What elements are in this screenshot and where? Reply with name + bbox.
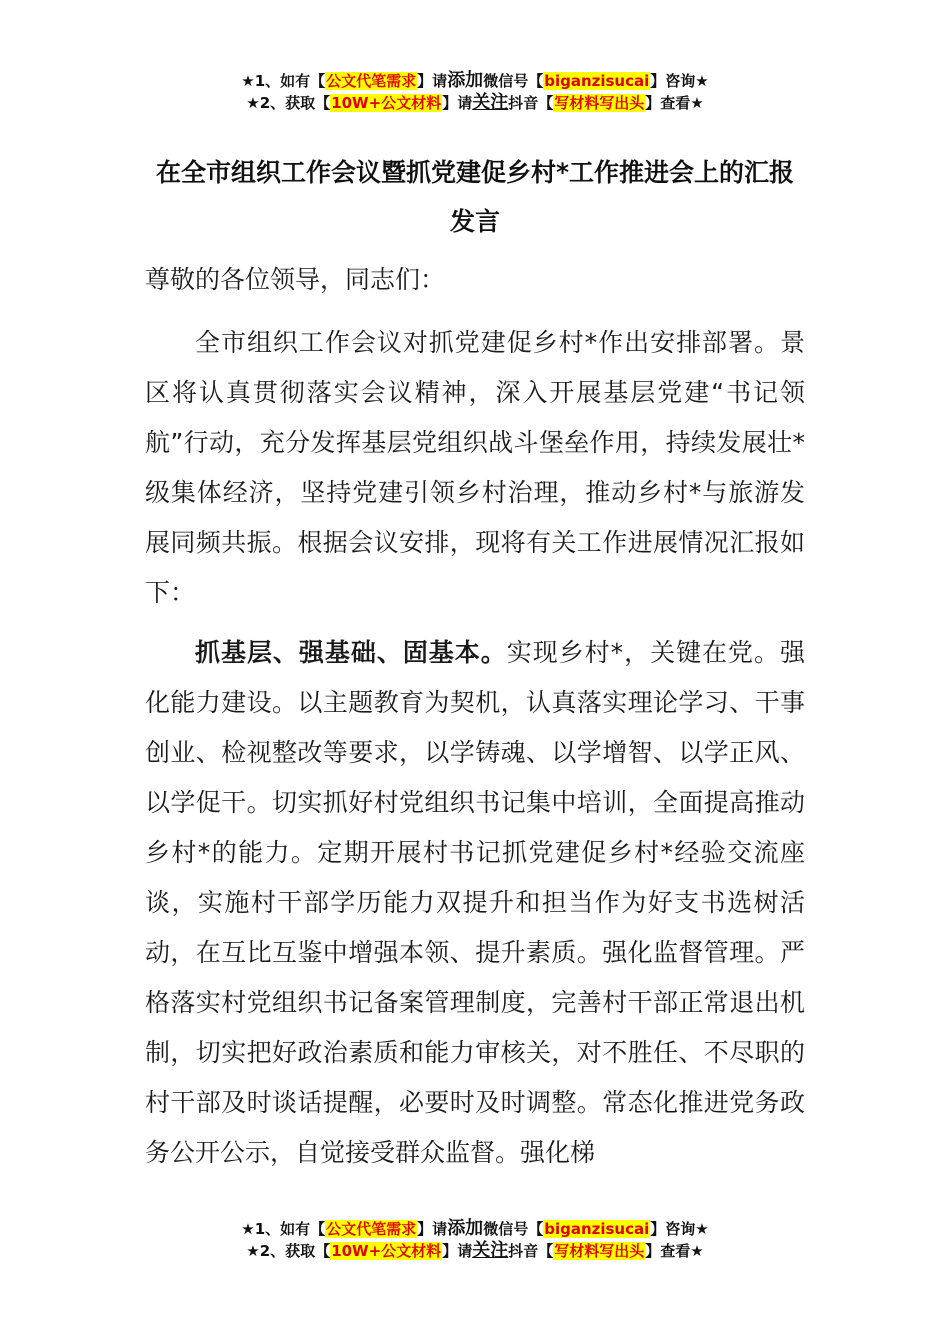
banner-text: 抖音【: [508, 1242, 554, 1260]
section-body: 实现乡村*，关键在党。强化能力建设。以主题教育为契机，认真落实理论学习、干事创业、检视整改等要求，以学铸魂、以学增智、以学正风、以学促干。切实抓好村党组织书记集中培训，全面提高推动乡村*的能力。定期开展村书记抓党建促乡村*经验交流座谈，实施村干部学历能力双提升和担当作为好支书选树活动，在互比互鉴中增强本领、提升素质。强化监督管理。严格落实村党组织书记备案管理制度，完善村干部正常退出机制，切实把好政治素质和能力审核关，对不胜任、不尽职的村干部及时谈话提醒，必要时及时调整。常态化推进党务政务公开公示，自觉接受群众监督。强化梯: [145, 638, 805, 1167]
footer-banner: [0, 1218, 950, 1262]
banner-text: 】请: [417, 1220, 448, 1238]
banner-text: 】咨询★: [650, 1220, 709, 1238]
banner-line-1: [0, 1218, 950, 1240]
paragraph-section-1: [145, 628, 805, 1167]
banner-highlight: 写材料写出头: [554, 94, 645, 112]
banner-emphasis: 关注: [472, 92, 509, 113]
banner-text: ★2、获取【: [246, 94, 331, 112]
banner-text: 微信号【: [483, 72, 544, 90]
banner-highlight: biganzisucai: [544, 72, 650, 90]
banner-text: 】请: [442, 94, 473, 112]
banner-text: 】请: [417, 72, 448, 90]
banner-highlight: 公文代笔需求: [326, 1220, 417, 1238]
banner-text: 】咨询★: [650, 72, 709, 90]
banner-highlight: 10W+公文材料: [331, 1242, 442, 1260]
banner-line-2: [0, 92, 950, 114]
banner-highlight: 10W+公文材料: [331, 94, 442, 112]
banner-text: 】查看★: [645, 94, 704, 112]
header-banner: [0, 70, 950, 114]
banner-emphasis: 添加: [447, 70, 484, 91]
banner-text: ★2、获取【: [246, 1242, 331, 1260]
paragraph-intro: 全市组织工作会议对抓党建促乡村*作出安排部署。景区将认真贯彻落实会议精神，深入开展基层党建“书记领航”行动，充分发挥基层党组织战斗堡垒作用，持续发展壮*级集体经济，坚持党建引领乡村治理，推动乡村*与旅游发展同频共振。根据会议安排，现将有关工作进展情况汇报如下：: [145, 328, 805, 607]
section-heading: 抓基层、强基础、固基本。: [195, 638, 507, 667]
banner-line-2: [0, 1240, 950, 1262]
banner-highlight: 写材料写出头: [554, 1242, 645, 1260]
banner-text: 】查看★: [645, 1242, 704, 1260]
banner-emphasis: 添加: [447, 1218, 484, 1239]
banner-text: ★1、如有【: [241, 72, 326, 90]
banner-line-1: [0, 70, 950, 92]
banner-text: 抖音【: [508, 94, 554, 112]
banner-text: 】请: [442, 1242, 473, 1260]
greeting: 尊敬的各位领导，同志们：: [145, 265, 446, 294]
banner-text: 微信号【: [483, 1220, 544, 1238]
document-title: 在全市组织工作会议暨抓党建促乡村*工作推进会上的汇报发言: [155, 158, 795, 236]
banner-emphasis: 关注: [472, 1240, 509, 1261]
banner-text: ★1、如有【: [241, 1220, 326, 1238]
banner-highlight: biganzisucai: [544, 1220, 650, 1238]
banner-highlight: 公文代笔需求: [326, 72, 417, 90]
